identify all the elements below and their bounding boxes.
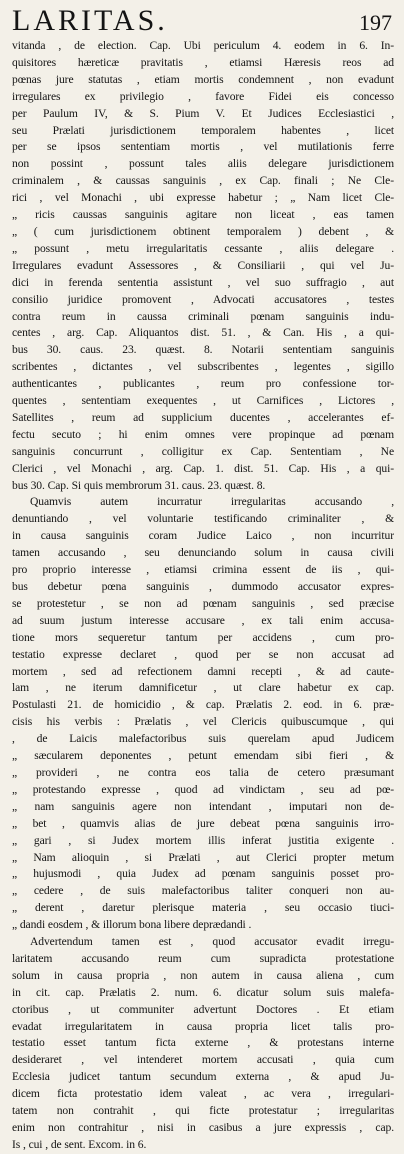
text-line: „ possunt , metu irregularitatis cessante , aliis delegare .: [12, 241, 394, 255]
text-line: contra reum in caussa criminali pœnam sanguinis indu-: [12, 309, 394, 323]
page-header: [12, 4, 394, 38]
text-line: sanguinis concurrunt , colligitur ex Cap. Sententiam , Ne: [12, 444, 394, 458]
text-line: vitanda , de election. Cap. Ubi periculum 4. eodem in 6. In-: [12, 39, 394, 52]
text-line: mortem , sed ad refectionem damni recepti , & ad caute-: [12, 664, 394, 678]
text-line: Clerici , vel Monachi , arg. Cap. 1. dist. 51. Cap. His , a qui-: [12, 461, 394, 475]
text-line: Ecclesia judicet tantum secundum externa , & apud Ju-: [12, 1070, 394, 1084]
text-line: fectu secuto ; hi enim omnes vere propinque ad pœnam: [12, 427, 394, 441]
text-line: „ Nam alioquin , si Prælati , aut Clerici propter metum: [12, 850, 394, 864]
text-line: Advertendum tamen est , quod accusator evadit irregu-: [30, 935, 394, 949]
text-line: „ dandi eosdem , & illorum bona libere deprædandi .: [12, 918, 252, 932]
text-line: bus 30. Cap. Si quis membrorum 31. caus. 23. quæst. 8.: [12, 478, 266, 492]
page-number: 197: [359, 10, 392, 35]
text-line: tamen accusando , seu denunciando solum in causa civili: [12, 546, 394, 560]
text-line: dicem ficta protestatio idem valeat , ac vera , irregulari-: [12, 1087, 394, 1101]
text-line: „ provideri , ne contra eos talia de cetero præsumant: [12, 765, 394, 779]
body-text: [12, 38, 394, 1154]
text-line: rici , vel Monachi , ubi expresse habetur ; „ Nam licet Cle-: [12, 191, 394, 205]
text-line: bus 30. caus. 23. quæst. 8. Notarii sententiam sanguinis: [12, 343, 394, 357]
text-line: in cit. cap. Prælatis 2. num. 6. dicatur solum suis malefa-: [12, 985, 394, 999]
text-line: „ cedere , de suis malefactoribus taliter conqueri non au-: [12, 884, 394, 898]
text-line: in causa sanguinis coram Judice Laico , non incurritur: [12, 529, 394, 543]
text-line: , de Laicis malefactoribus suis querelam apud Judicem: [12, 732, 394, 746]
text-line: „ ricis caussas sanguinis agitare non liceat , eas tamen: [12, 208, 394, 222]
text-line: quisitores hæreticæ pravitatis , etiamsi Hæresis reos ad: [12, 55, 394, 69]
text-line: „ hujusmodi , quia Judex ad pœnam sanguinis posset pro-: [12, 867, 394, 881]
text-line: denuntiando , vel voluntarie testificando criminaliter , &: [12, 512, 394, 526]
text-line: pro proprio interesse , etiamsi crimina essent de iis , qui-: [12, 563, 394, 577]
text-line: laritatem accusando reum cum supradicta protestatione: [12, 951, 394, 965]
text-line: „ derent , daretur plerisque materia , seu occasio tiuci-: [12, 901, 394, 915]
text-line: evadat irregularitatem in causa propria licet talis pro-: [12, 1019, 394, 1033]
text-line: „ bet , quamvis alias de jure debeat pœna sanguinis irro-: [12, 816, 394, 830]
text-line: tatem non contrahit , qui ficte protestatur ; irregularitas: [12, 1104, 394, 1118]
text-line: Satellites , reum ad supplicium ducentes , accelerantes ef-: [12, 410, 394, 424]
text-line: testatio esset tantum ficta externe , & protestans interne: [12, 1036, 394, 1050]
running-title: LARITAS.: [12, 4, 168, 37]
text-line: Is , cui , de sent. Excom. in 6.: [12, 1137, 147, 1151]
text-line: desideraret , vel intenderet mortem accusati , quia cum: [12, 1053, 394, 1067]
text-line: authenticantes , publicantes , reum pro confessione tor-: [12, 377, 394, 391]
text-line: tione mors sequeretur tantum per accidens , cum pro-: [12, 630, 394, 644]
text-line: seu Prælati jurisdictionem temporalem habentes , licet: [12, 123, 394, 137]
text-line: scribentes , dictantes , vel subscribentes , legentes , sigillo: [12, 360, 394, 374]
text-line: „ gari , si Judex mortem illis inferat justitia exigente .: [12, 833, 394, 847]
text-line: dici in ferenda sententia assistunt , vel suo suffragio , aut: [12, 275, 394, 289]
text-line: consilio juridice promovent , Advocati accusatores , testes: [12, 292, 394, 306]
text-line: pœnas jure statutas , etiam mortis condemnent , non evadunt: [12, 72, 394, 86]
text-line: se protestetur , se non ad pœnam sanguinis , sed præcise: [12, 596, 394, 610]
text-line: Irregulares evadunt Assessores , & Consiliarii , qui vel Ju-: [12, 258, 394, 272]
text-line: non possint , possunt tales aliis delegare jurisdictionem: [12, 157, 394, 171]
text-line: centes , arg. Cap. Aliquantos dist. 51. , & Can. His , a qui-: [12, 326, 394, 340]
text-line: lam , ne iterum damnificetur , ut clare habetur ex cap.: [12, 681, 394, 695]
text-line: „ ( cum jurisdictionem obtinent temporalem ) debent , &: [12, 224, 394, 238]
text-line: enim non contrahitur , nisi in casibus a jure expressis , cap.: [12, 1121, 394, 1134]
text-line: ctoribus , ut communiter advertunt Doctores . Et etiam: [12, 1002, 394, 1016]
text-line: per Paulum IV, & S. Pium V. Et Judices Ecclesiastici ,: [12, 106, 394, 120]
text-line: „ protestando expresse , quod ad vindictam , seu ad pœ-: [12, 782, 394, 796]
text-line: bus debetur pœna sanguinis , dummodo accusator expres-: [12, 580, 394, 593]
text-line: „ nam sanguinis agere non intendant , imputari non de-: [12, 799, 394, 813]
text-line: per se ipsos sententiam mortis , vel mutilationis ferre: [12, 140, 394, 154]
text-line: irregulares ex privilegio , favore Fidei eis concesso: [12, 89, 394, 103]
text-line: ad suum justum interesse accusare , ex tali enim accusa-: [12, 613, 394, 627]
text-line: Postulasti 21. de homicidio , & cap. Prælatis 2. eod. in 6. præ-: [12, 698, 394, 712]
text-line: criminalem , & caussas sanguinis , ex Cap. finali ; Ne Cle-: [12, 174, 394, 188]
text-line: „ sæcularem deponentes , petunt emendam sibi fieri , &: [12, 749, 394, 763]
text-line: cisis his verbis : Prælatis , vel Clericis quibuscumque , qui: [12, 715, 394, 729]
text-line: Quamvis autem incurratur irregularitas accusando ,: [30, 495, 394, 509]
text-line: testatio expresse declaret , quod per se non accusat ad: [12, 647, 394, 661]
text-line: quentes , sententiam exequentes , ut Carnifices , Lictores ,: [12, 394, 394, 408]
text-line: solum in causa propria , non autem in causa aliena , cum: [12, 968, 394, 982]
